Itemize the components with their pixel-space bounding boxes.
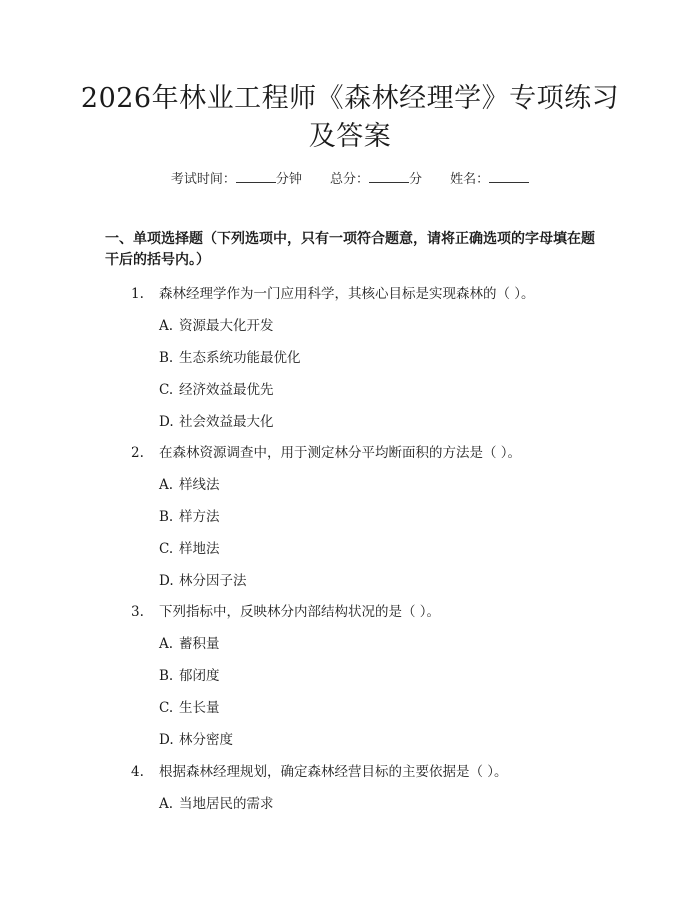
exam-time (171, 172, 302, 187)
exam-meta (0, 168, 700, 187)
option-letter: A. (159, 318, 174, 334)
option-text: 郁闭度 (179, 668, 220, 684)
option-letter: C. (159, 541, 174, 557)
exam-time-unit: 分钟 (275, 172, 302, 187)
option-text: 林分因子法 (179, 573, 247, 589)
option-text: 经济效益最优先 (179, 382, 274, 398)
exam-score-label: 总分： (329, 172, 369, 187)
option-item (159, 346, 301, 366)
option-text: 生长量 (179, 700, 220, 716)
document-title (80, 80, 620, 156)
option-letter: B. (159, 350, 174, 366)
option-text: 样地法 (179, 541, 220, 557)
question-2 (131, 441, 521, 461)
option-letter: D. (159, 732, 174, 748)
exam-score (330, 172, 422, 187)
option-text: 林分密度 (179, 732, 233, 748)
question-3 (131, 600, 440, 620)
option-letter: C. (159, 700, 174, 716)
question-number: 4. (131, 764, 144, 780)
option-letter: A. (159, 477, 174, 493)
option-letter: C. (159, 382, 174, 398)
option-text: 社会效益最大化 (179, 414, 274, 430)
title-line-2: 及答案 (308, 121, 392, 152)
question-number: 3. (131, 604, 144, 620)
option-text: 资源最大化开发 (179, 318, 274, 334)
option-letter: A. (159, 796, 174, 812)
exam-score-blank (369, 170, 409, 183)
option-item (159, 728, 233, 748)
question-1 (131, 282, 535, 302)
option-item (159, 792, 274, 812)
question-4 (131, 760, 508, 780)
option-item (159, 473, 220, 493)
option-item (159, 569, 247, 589)
question-text: 下列指标中，反映林分内部结构状况的是（ ）。 (159, 604, 441, 620)
exam-name-label: 姓名： (450, 172, 490, 187)
option-item (159, 314, 274, 334)
option-letter: D. (159, 414, 174, 430)
exam-score-unit: 分 (409, 172, 423, 187)
section-heading: 一、单项选择题（下列选项中，只有一项符合题意，请将正确选项的字母填在题干后的括号内。） (105, 231, 595, 268)
exam-name-blank (489, 170, 529, 183)
question-number: 1. (131, 286, 144, 302)
question-text: 在森林资源调查中，用于测定林分平均断面积的方法是（ ）。 (159, 445, 522, 461)
title-line-1: 2026年林业工程师《森林经理学》专项练习 (80, 83, 620, 114)
question-number: 2. (131, 445, 144, 461)
exam-time-label: 考试时间： (170, 172, 236, 187)
option-item (159, 632, 220, 652)
option-item (159, 537, 220, 557)
exam-name (450, 172, 529, 187)
option-item (159, 696, 220, 716)
option-letter: B. (159, 509, 174, 525)
question-text: 森林经理学作为一门应用科学，其核心目标是实现森林的（ ）。 (159, 286, 535, 302)
option-text: 当地居民的需求 (179, 796, 274, 812)
option-text: 蓄积量 (179, 636, 220, 652)
option-text: 样线法 (179, 477, 220, 493)
option-letter: B. (159, 668, 174, 684)
option-item (159, 664, 220, 684)
question-text: 根据森林经理规划，确定森林经营目标的主要依据是（ ）。 (159, 764, 508, 780)
option-item (159, 378, 274, 398)
option-letter: D. (159, 573, 174, 589)
option-letter: A. (159, 636, 174, 652)
option-text: 样方法 (179, 509, 220, 525)
option-item (159, 505, 220, 525)
option-text: 生态系统功能最优化 (179, 350, 301, 366)
option-item (159, 410, 274, 430)
exam-time-blank (236, 170, 276, 183)
